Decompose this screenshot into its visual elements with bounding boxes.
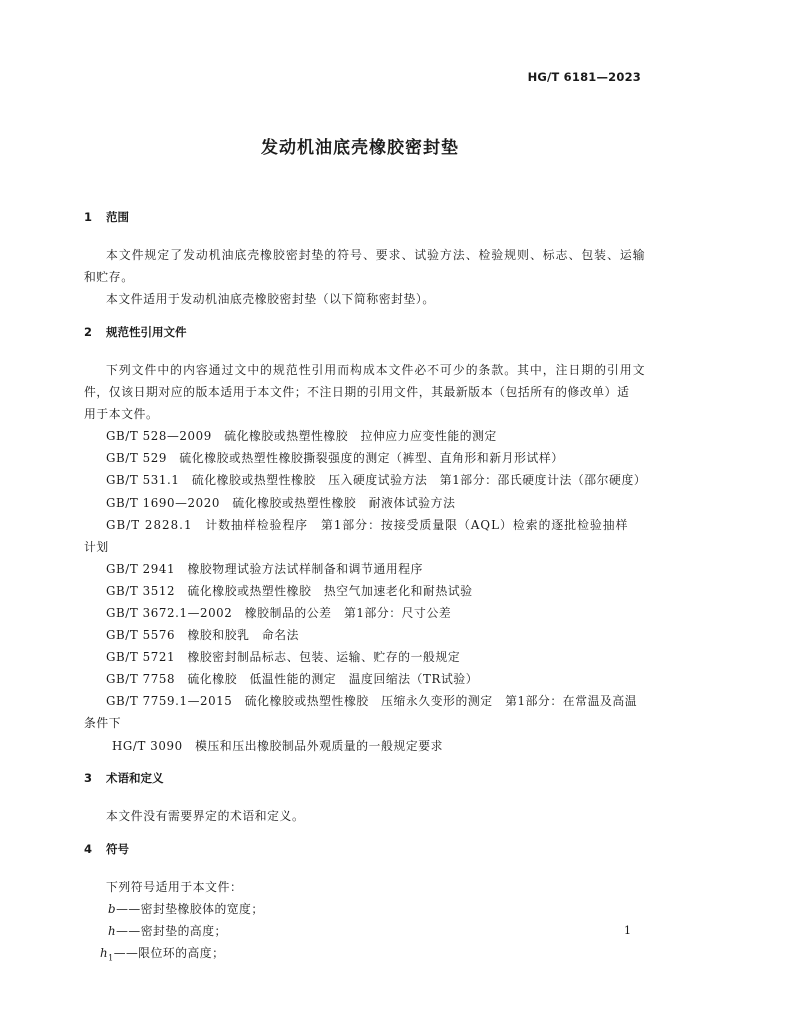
- section-title: 规范性引用文件: [106, 325, 187, 339]
- reference-item: GB/T 2941 橡胶物理试验方法试样制备和调节通用程序: [106, 562, 424, 576]
- symbol-definition: [108, 922, 227, 940]
- symbol-description: ——密封垫橡胶体的宽度；: [116, 902, 264, 916]
- section-title: 范围: [106, 210, 129, 224]
- reference-item: GB/T 5576 橡胶和胶乳 命名法: [106, 628, 300, 642]
- section-heading-scope: [84, 209, 129, 225]
- symbol-description: ——密封垫的高度；: [116, 924, 227, 938]
- paragraph-line: 和贮存。: [84, 270, 134, 284]
- reference-item: GB/T 531.1 硫化橡胶或热塑性橡胶 压入硬度试验方法 第1部分：邵氏硬度计法（邵尔硬度）: [106, 473, 647, 487]
- section-title: 术语和定义: [106, 771, 164, 785]
- section-number: 1: [84, 210, 93, 224]
- page-number: 1: [624, 924, 631, 937]
- reference-item: GB/T 528—2009 硫化橡胶或热塑性橡胶 拉伸应力应变性能的测定: [106, 429, 497, 443]
- symbol-definition: [100, 944, 224, 962]
- reference-item: GB/T 5721 橡胶密封制品标志、包装、运输、贮存的一般规定: [106, 650, 461, 664]
- section-heading-terms-definitions: [84, 770, 164, 786]
- symbol-variable: h: [100, 946, 109, 960]
- symbol-description: ——限位环的高度；: [113, 946, 225, 960]
- section-number: 2: [84, 325, 93, 339]
- document-code: HG/T 6181—2023: [527, 70, 641, 84]
- reference-item: GB/T 3512 硫化橡胶或热塑性橡胶 热空气加速老化和耐热试验: [106, 584, 473, 598]
- paragraph-line: 本文件没有需要界定的术语和定义。: [106, 809, 305, 823]
- reference-item: GB/T 529 硫化橡胶或热塑性橡胶撕裂强度的测定（裤型、直角形和新月形试样）: [106, 451, 564, 465]
- section-number: 4: [84, 842, 93, 856]
- paragraph-line: 本文件规定了发动机油底壳橡胶密封垫的符号、要求、试验方法、检验规则、标志、包装、运输: [106, 248, 646, 262]
- reference-item: GB/T 7759.1—2015 硫化橡胶或热塑性橡胶 压缩永久变形的测定 第1部分：在常温及高温: [106, 694, 638, 708]
- paragraph-line: 下列符号适用于本文件：: [106, 880, 243, 894]
- paragraph-line: 本文件适用于发动机油底壳橡胶密封垫（以下简称密封垫）。: [106, 292, 435, 306]
- reference-item: HG/T 3090 模压和压出橡胶制品外观质量的一般规定要求: [112, 739, 444, 753]
- reference-item: GB/T 2828.1 计数抽样检验程序 第1部分：按接受质量限（AQL）检索的逐批检验抽样: [106, 518, 629, 532]
- symbol-variable: b: [108, 902, 117, 916]
- section-title: 符号: [106, 842, 129, 856]
- section-heading-normative-references: [84, 324, 187, 340]
- paragraph-line: 用于本文件。: [84, 407, 159, 421]
- symbol-variable: h: [108, 924, 117, 938]
- symbol-subscript: 1: [108, 953, 114, 963]
- reference-item: GB/T 1690—2020 硫化橡胶或热塑性橡胶 耐液体试验方法: [106, 496, 456, 510]
- reference-item: GB/T 3672.1—2002 橡胶制品的公差 第1部分：尺寸公差: [106, 606, 452, 620]
- document-title: 发动机油底壳橡胶密封垫: [261, 138, 459, 158]
- reference-item-continuation: 条件下: [84, 716, 122, 730]
- paragraph-line: 下列文件中的内容通过文中的规范性引用而构成本文件必不可少的条款。其中，注日期的引用文: [106, 363, 646, 377]
- section-number: 3: [84, 771, 93, 785]
- symbol-definition: [108, 900, 264, 918]
- section-heading-symbols: [84, 841, 129, 857]
- reference-item: GB/T 7758 硫化橡胶 低温性能的测定 温度回缩法（TR试验）: [106, 672, 479, 686]
- paragraph-line: 件，仅该日期对应的版本适用于本文件；不注日期的引用文件，其最新版本（包括所有的修改单）适: [84, 385, 630, 399]
- reference-item-continuation: 计划: [84, 540, 109, 554]
